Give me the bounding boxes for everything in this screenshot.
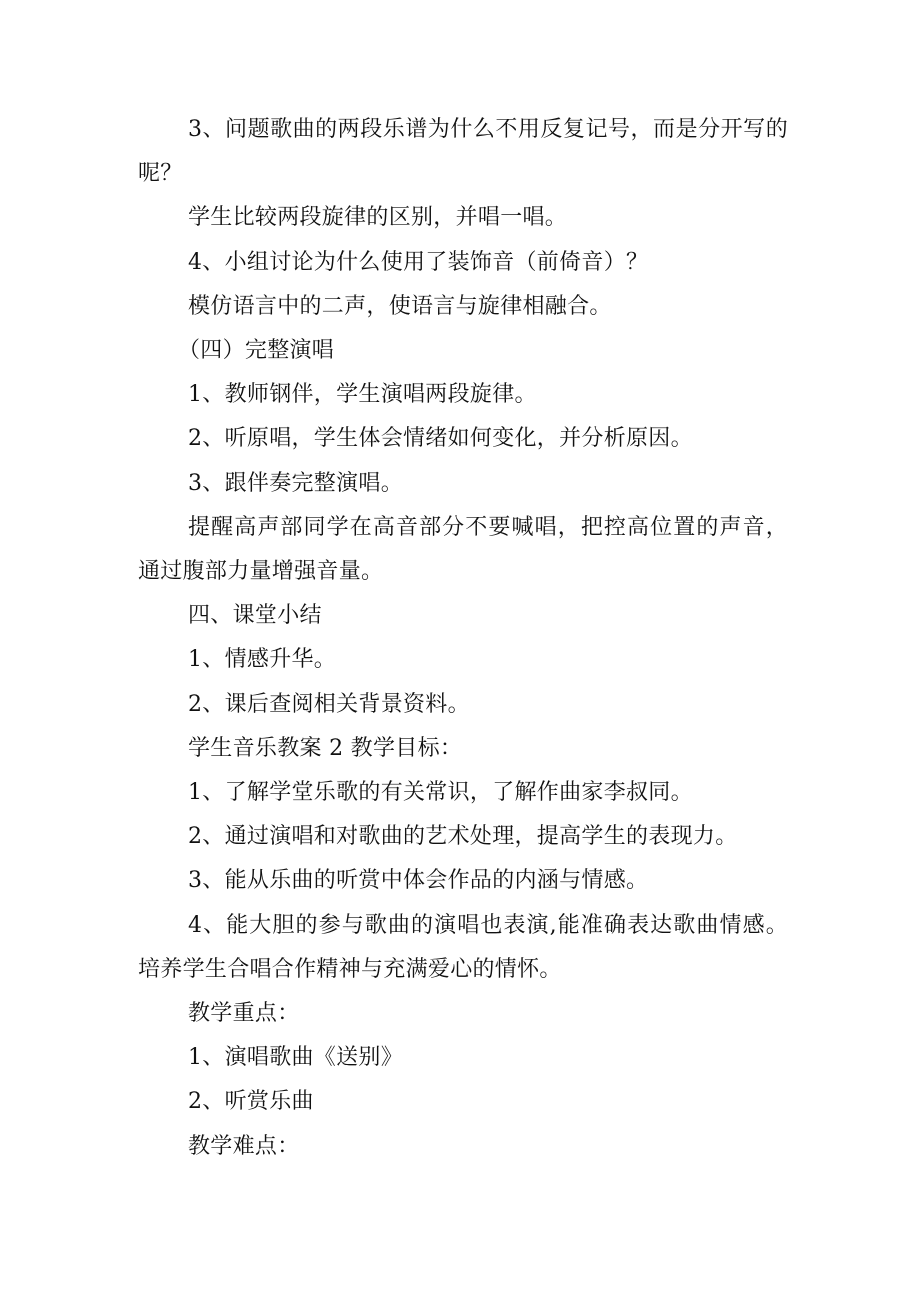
paragraph-step-3: 3、跟伴奏完整演唱。 — [188, 470, 403, 496]
paragraph-summary-1: 1、情感升华。 — [188, 647, 337, 673]
paragraph-step-2: 2、听原唱，学生体会情绪如何变化，并分析原因。 — [188, 426, 693, 452]
section-heading-lesson-2-goals: 学生音乐教案 2 教学目标： — [188, 735, 463, 761]
paragraph-key-point-2: 2、听赏乐曲 — [188, 1089, 314, 1115]
paragraph-compare-melodies: 学生比较两段旋律的区别，并唱一唱。 — [188, 205, 568, 231]
paragraph-imitate-tone: 模仿语言中的二声，使语言与旋律相融合。 — [188, 293, 612, 319]
paragraph-goal-4: 4、能大胆的参与歌曲的演唱也表演,能准确表达歌曲情感。培养学生合唱合作精神与充满爱心的情怀。 — [138, 912, 788, 982]
paragraph-goal-1: 1、了解学堂乐歌的有关常识，了解作曲家李叔同。 — [188, 780, 693, 806]
paragraph-goal-2: 2、通过演唱和对歌曲的艺术处理，提高学生的表现力。 — [188, 824, 738, 850]
section-heading-difficulties: 教学难点： — [188, 1133, 300, 1159]
paragraph-goal-3: 3、能从乐曲的听赏中体会作品的内涵与情感。 — [188, 868, 649, 894]
section-heading-summary: 四、课堂小结 — [188, 603, 322, 629]
paragraph-step-1: 1、教师钢伴，学生演唱两段旋律。 — [188, 382, 537, 408]
paragraph-question-3: 3、问题歌曲的两段乐谱为什么不用反复记号，而是分开写的呢？ — [138, 117, 788, 187]
paragraph-reminder: 提醒高声部同学在高音部分不要喊唱，把控高位置的声音，通过腹部力量增强音量。 — [138, 514, 788, 585]
paragraph-question-4: 4、小组讨论为什么使用了装饰音（前倚音）？ — [188, 249, 649, 275]
document-body — [138, 108, 788, 1169]
section-heading-key-points: 教学重点： — [188, 1001, 300, 1027]
section-heading-full-singing: （四）完整演唱 — [178, 338, 335, 364]
paragraph-key-point-1: 1、演唱歌曲《送别》 — [188, 1045, 403, 1071]
paragraph-summary-2: 2、课后查阅相关背景资料。 — [188, 691, 470, 717]
